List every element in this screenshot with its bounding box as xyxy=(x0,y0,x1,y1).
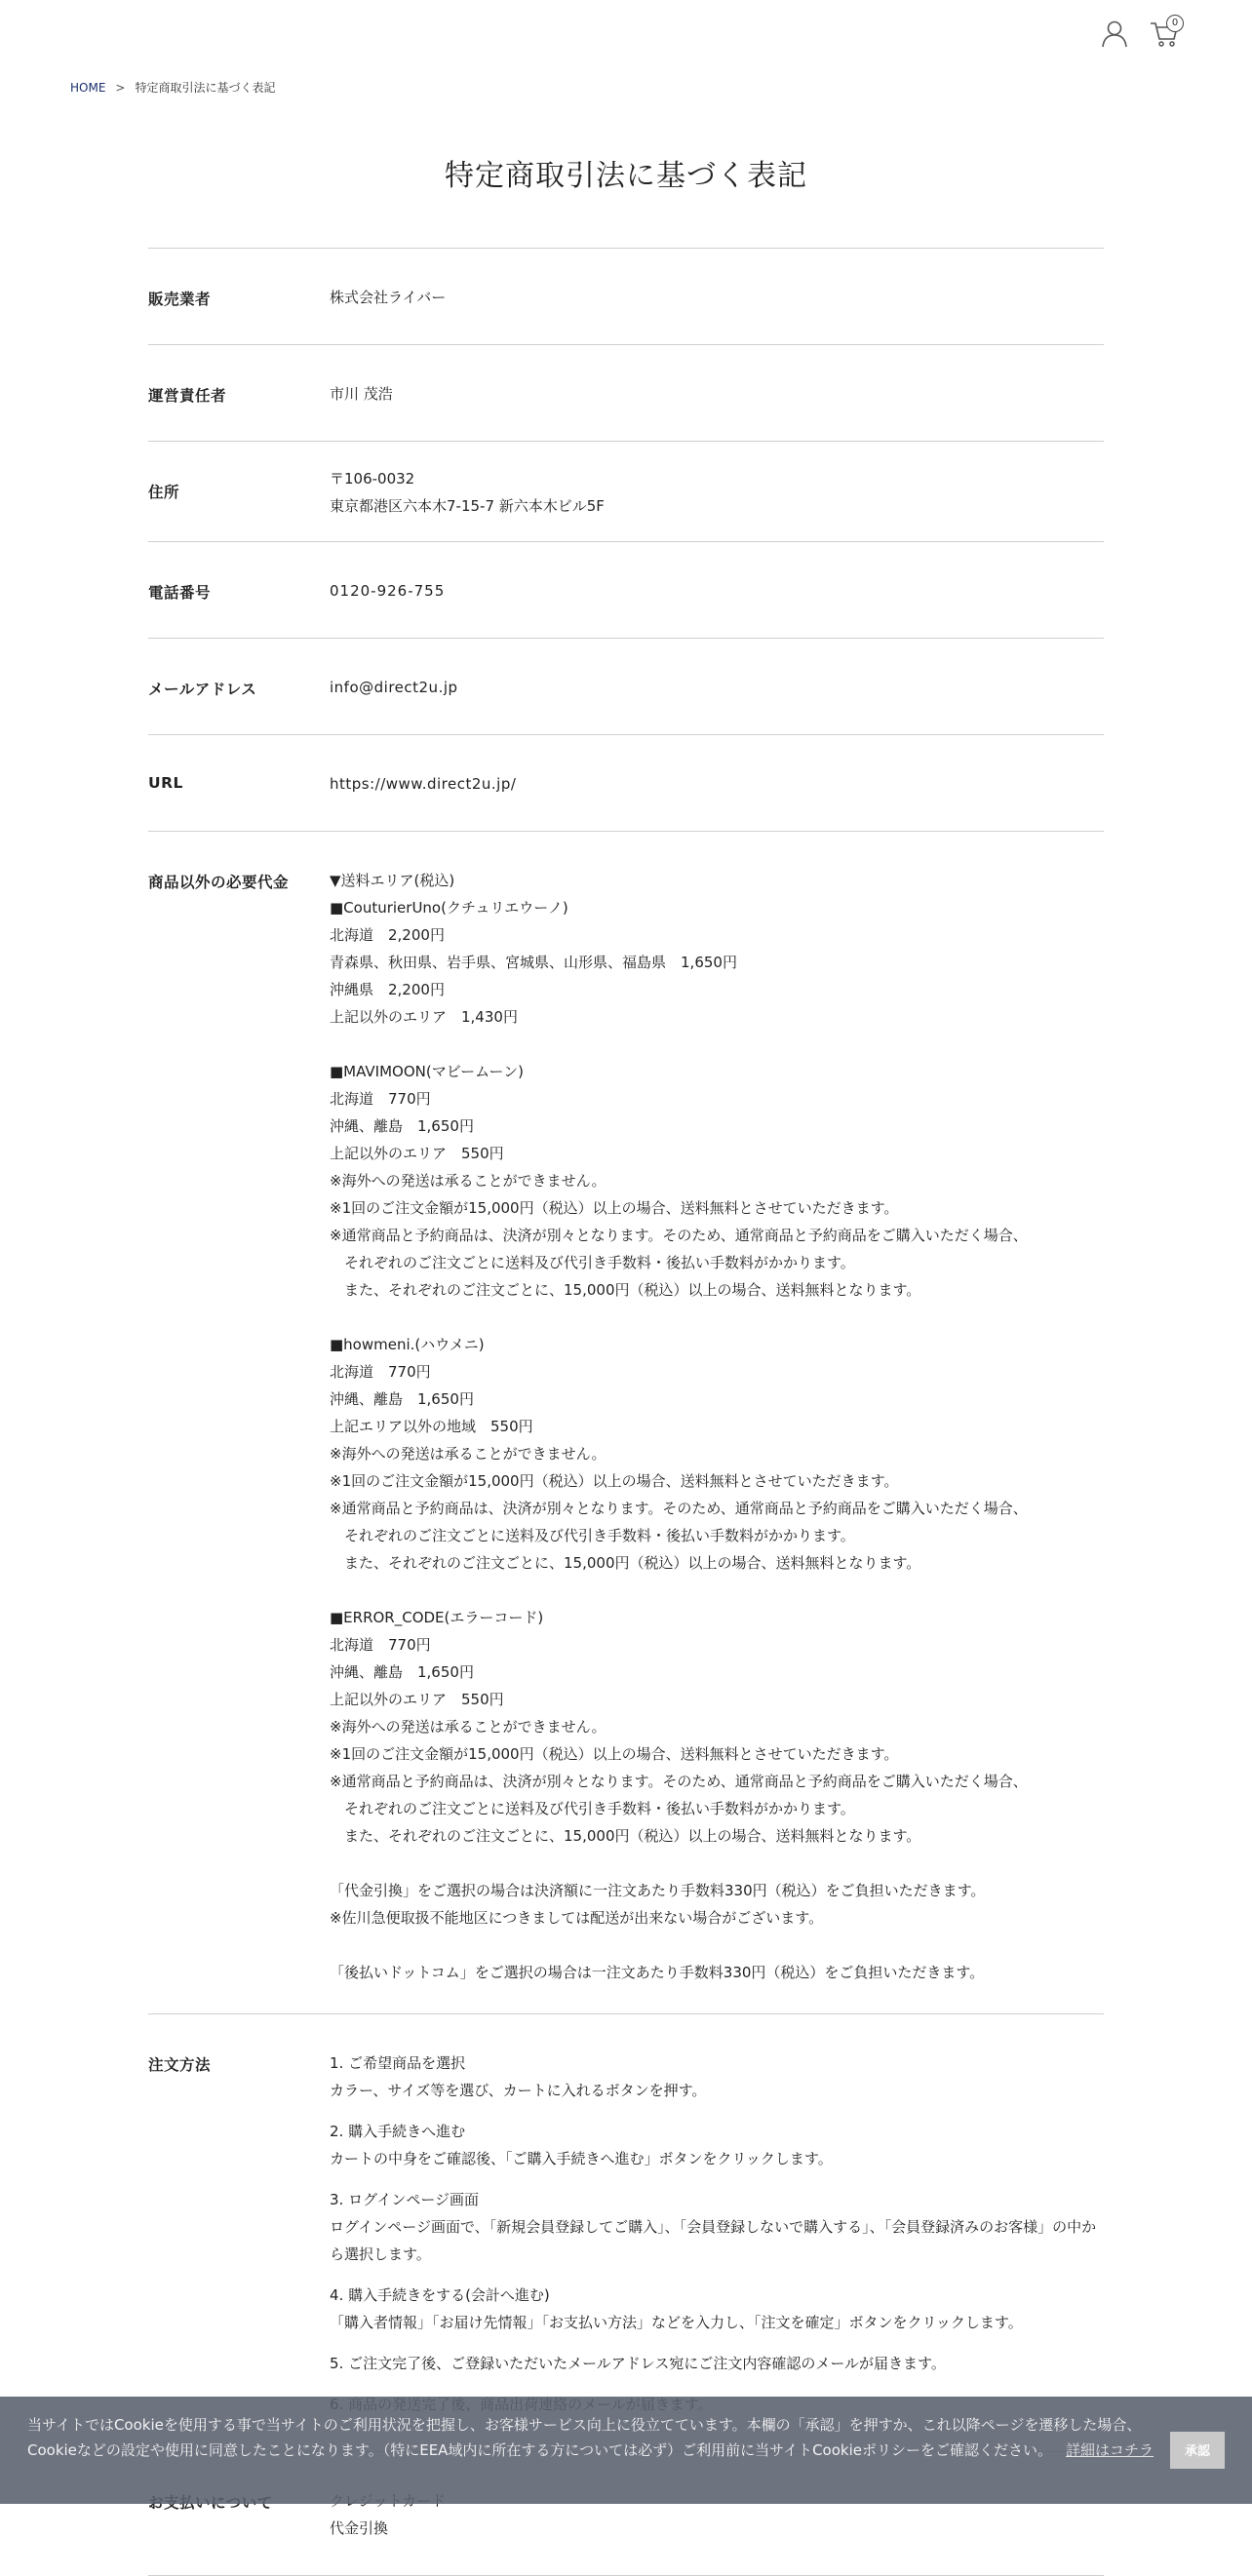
value-manager: 市川 茂浩 xyxy=(330,385,393,403)
cookie-banner xyxy=(0,2397,1252,2504)
value-seller: 株式会社ライバー xyxy=(330,289,447,306)
label-order-method: 注文方法 xyxy=(148,2056,212,2074)
cookie-details-link[interactable]: 詳細はコチラ xyxy=(1066,2441,1154,2459)
label-manager: 運営責任者 xyxy=(148,387,227,405)
label-phone: 電話番号 xyxy=(148,584,212,602)
row-manager xyxy=(148,345,1104,442)
value-phone: 0120-926-755 xyxy=(330,582,446,600)
row-order-method xyxy=(148,2014,1104,2452)
user-icon[interactable] xyxy=(1099,18,1130,49)
order-step: 3. ログインページ画面 ログインページ画面で、「新規会員登録してご購入」、「会員登録しないで購入する」、「会員登録済みのお客様」の中から選択します。 xyxy=(330,2191,1097,2263)
row-email xyxy=(148,639,1104,735)
value-email: info@direct2u.jp xyxy=(330,679,458,696)
cart-count-badge: 0 xyxy=(1166,15,1184,32)
row-shipping-fees xyxy=(148,832,1104,2014)
value-address: 〒106-0032 東京都港区六本木7-15-7 新六本木ビル5F xyxy=(330,470,605,515)
value-shipping-fees: ▼送料エリア(税込) ■CouturierUno(クチュリエウーノ) 北海道 2,200円 青森県、秋田県、岩手県、宮城県、山形県、福島県 1,650円 沖縄県 2,200円 上記以外のエリア 1,430円 ■MAVIMOON(マビームーン) 北海道 770円 沖縄、離島 1,650円 上記以外のエリア 550円 ※海外への発送は承ることができません。 ※1回のご注文金額が15,000円（税込）以上の場合、送料無料とさせていただきます。 ※通常商品と予約商品は、決済が別々となります。そのため、通常商品と予約商品をご購入いただく場合、 それぞれのご注文ごとに送料及び代引き手数料・後払い手数料がかかります。 また、それぞれのご注文ごとに、15,000円（税込）以上の場合、送料無料となります。 ■howmeni.(ハウメニ) 北海道 770円 沖縄、離島 1,650円 上記エリア以外の地域 550円 ※海外への発送は承ることができません。 ※1回のご注文金額が15,000円（税込）以上の場合、送料無料とさせていただきます。 ※通常商品と予約商品は、決済が別々となります。そのため、通常商品と予約商品をご購入いただく場合、 それぞれのご注文ごとに送料及び代引き手数料・後払い手数料がかかります。 また、それぞれのご注文ごとに、15,000円（税込）以上の場合、送料無料となります。 ■ERROR_CODE(エラーコード) 北海道 770円 沖縄、離島 1,650円 上記以外のエリア 550円 ※海外への発送は承ることができません。 ※1回のご注文金額が15,000円（税込）以上の場合、送料無料とさせていただきます。 ※通常商品と予約商品は、決済が別々となります。そのため、通常商品と予約商品をご購入いただく場合、 それぞれのご注文ごとに送料及び代引き手数料・後払い手数料がかかります。 また、それぞれのご注文ごとに、15,000円（税込）以上の場合、送料無料となります。 「代金引換」をご選択の場合は決済額に一注文あたり手数料330円（税込）をご負担いただきます。 ※佐川急便取扱不能地区につきましては配送が出来ない場合がございます。 「後払いドットコム」をご選択の場合は一注文あたり手数料330円（税込）をご負担いただきます。 xyxy=(330,872,1028,1981)
label-seller: 販売業者 xyxy=(148,291,212,308)
row-seller xyxy=(148,249,1104,345)
order-step: 4. 購入手続きをする(会計へ進む) 「購入者情報」「お届け先情報」「お支払い方法」などを入力し、「注文を確定」ボタンをクリックします。 xyxy=(330,2286,1023,2331)
row-url xyxy=(148,735,1104,832)
legal-info-table xyxy=(148,248,1104,2576)
breadcrumb-separator: > xyxy=(115,81,126,95)
cookie-text-block xyxy=(27,2412,1168,2463)
breadcrumb xyxy=(70,79,275,96)
value-url: https://www.direct2u.jp/ xyxy=(330,775,517,793)
cookie-message: 当サイトではCookieを使用する事で当サイトのご利用状況を把握し、お客様サービス向上に役立てています。本欄の「承認」を押すか、これ以降ページを遷移した場合、Cookieなどの設定や使用に同意したことになります。（特にEEA域内に所在する方については必ず）ご利用前に当サイトCookieポリシーをご確認ください。 xyxy=(27,2416,1142,2459)
cookie-accept-button[interactable]: 承認 xyxy=(1170,2432,1225,2469)
value-payment: 代金引換 xyxy=(330,2519,389,2537)
label-url: URL xyxy=(148,774,183,792)
value-order-method xyxy=(330,2014,1104,2451)
order-step: 2. 購入手続きへ進む カートの中身をご確認後、「ご購入手続きへ進む」ボタンをクリックします。 xyxy=(330,2123,833,2167)
label-address: 住所 xyxy=(148,484,180,501)
row-address xyxy=(148,442,1104,542)
header xyxy=(0,0,1252,60)
breadcrumb-home-link[interactable]: HOME xyxy=(70,81,106,95)
order-step: 5. ご注文完了後、ご登録いただいたメールアドレス宛にご注文内容確認のメールが届きます。 xyxy=(330,2355,946,2372)
row-phone xyxy=(148,542,1104,639)
breadcrumb-current: 特定商取引法に基づく表記 xyxy=(135,81,276,95)
label-email: メールアドレス xyxy=(148,681,257,698)
page-title: 特定商取引法に基づく表記 xyxy=(445,159,807,193)
order-step: 1. ご希望商品を選択 カラー、サイズ等を選び、カートに入れるボタンを押す。 xyxy=(330,2054,707,2099)
label-shipping-fees: 商品以外の必要代金 xyxy=(148,874,290,891)
